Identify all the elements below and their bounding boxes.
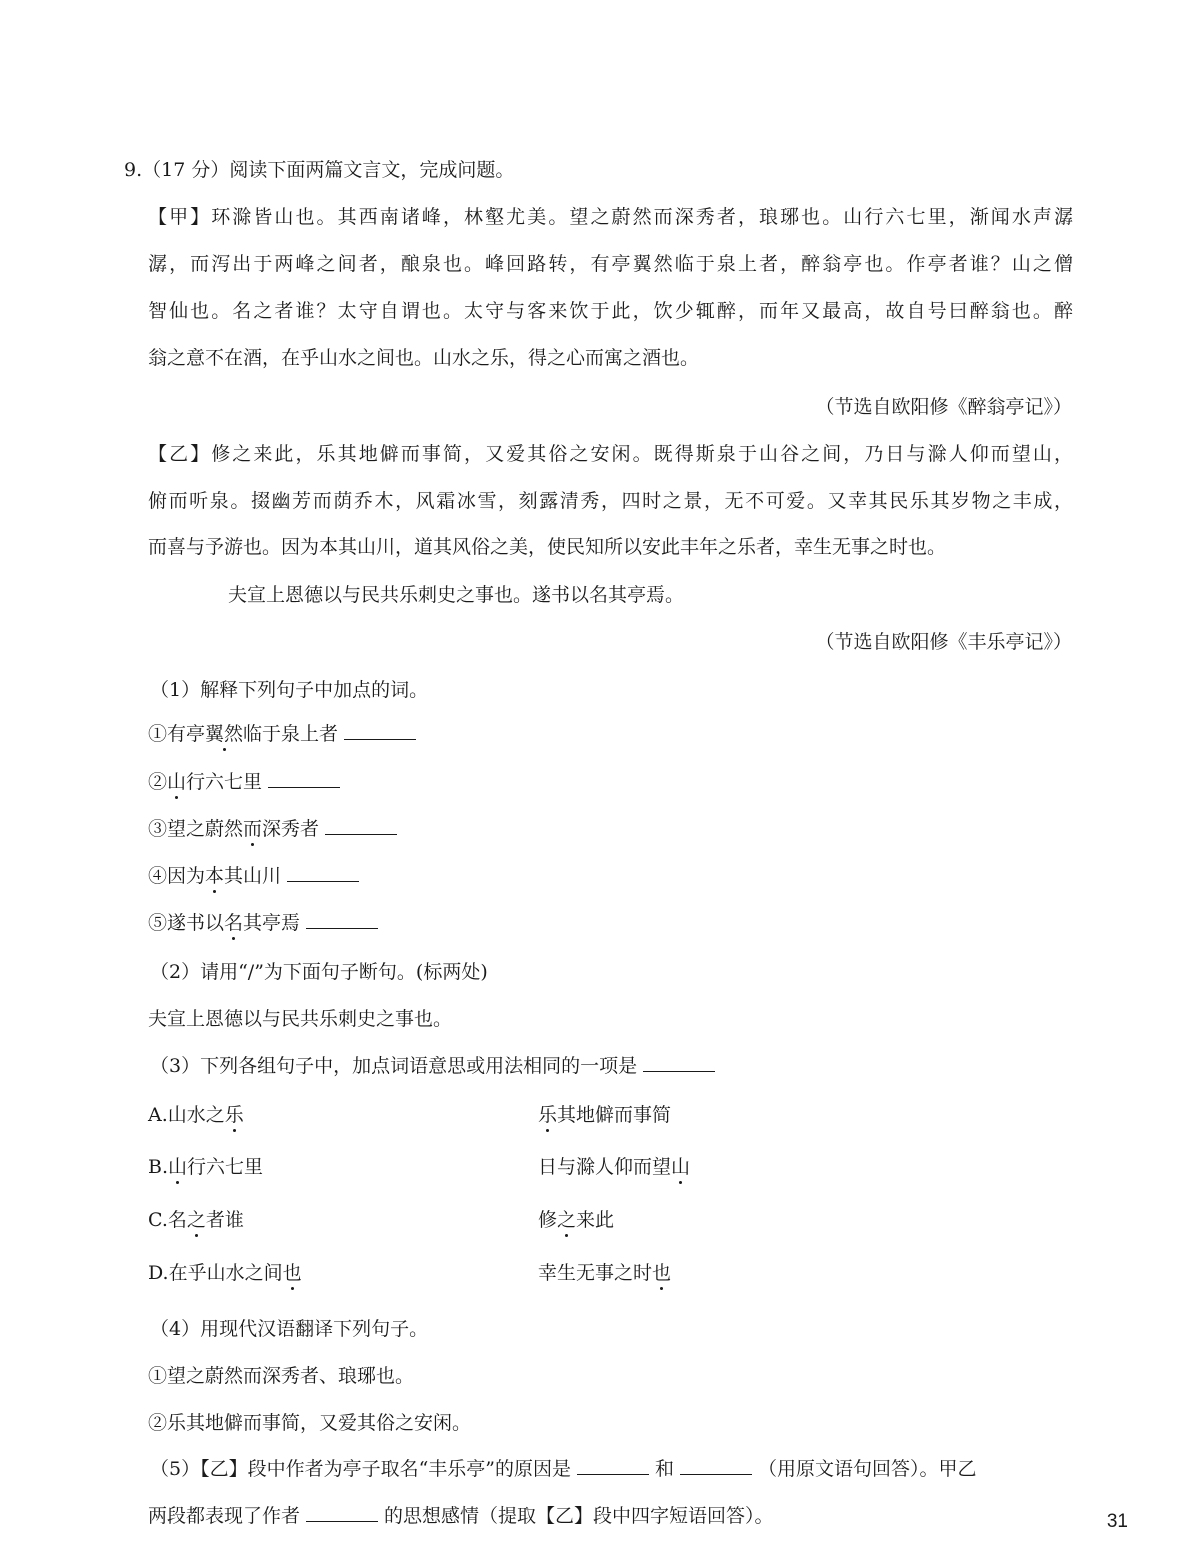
option-pair [538,1206,614,1234]
option-text: 行六七里 [187,1156,264,1178]
option-text: D.在乎山水之间 [148,1262,283,1284]
q1-item-text: 其山川 [224,865,282,887]
q3-prompt-text: （3）下列各组句子中，加点词语意思或用法相同的一项是 [150,1055,638,1077]
q4-item: ②乐其地僻而事简，又爱其俗之安闲。 [148,1412,472,1434]
dotted-word: 山 [168,1156,188,1178]
passage-b-line: 而喜与予游也。因为本其山川，道其风俗之美，使民知所以安此丰年之乐者，幸生无事之时也。 [148,536,947,558]
dotted-word: 之 [186,1209,206,1231]
q1-item [148,720,422,748]
passage-b-line: 【乙】修之来此，乐其地僻而事简，又爱其俗之安闲。既得斯泉于山谷之间，乃日与滁人仰而望山， [148,443,1073,465]
q3-option [148,1101,1073,1129]
q5-text: 的思想感情（提取【乙】段中四字短语回答）。 [384,1505,774,1527]
question-header: 9.（17 分）阅读下面两篇文言文，完成问题。 [124,159,515,181]
option-text: A.山水之 [148,1104,225,1126]
dotted-word: 之 [557,1209,577,1231]
q1-item-text: ⑤遂书以 [148,912,225,934]
option-text: C.名 [148,1209,187,1231]
dotted-word: 也 [652,1262,672,1284]
q1-item-text: ③望之蔚然 [148,818,244,840]
q5-text: 两段都表现了作者 [148,1505,301,1527]
option-pair [538,1259,671,1287]
answer-blank[interactable] [344,721,416,740]
option-text: 者谁 [205,1209,244,1231]
q4-item: ①望之蔚然而深秀者、琅琊也。 [148,1365,415,1387]
option-text: 来此 [576,1209,615,1231]
q2-prompt: （2）请用“/”为下面句子断句。(标两处) [150,961,488,983]
q5-line [148,1502,774,1530]
q1-item [148,909,384,937]
option-text: 日与滁人仰而望 [538,1156,672,1178]
answer-blank[interactable] [306,1503,378,1522]
dotted-word: 也 [282,1262,302,1284]
answer-blank[interactable] [643,1053,715,1072]
q1-item-text: ①有亭 [148,723,206,745]
dotted-word: 乐 [538,1104,558,1126]
passage-a-line: 【甲】环滁皆山也。其西南诸峰，林壑尤美。望之蔚然而深秀者，琅琊也。山行六七里，渐闻水声潺 [148,206,1073,228]
q3-option [148,1206,1073,1234]
q1-item-text: 深秀者 [262,818,320,840]
q1-item-text: ④因为 [148,865,206,887]
dotted-word: 名 [224,912,244,934]
q1-item-text: 行六七里 [186,771,263,793]
q1-item-text: ② [148,771,168,793]
answer-blank[interactable] [268,769,340,788]
dotted-word: 而 [243,818,263,840]
q5-text: （5）【乙】段中作者为亭子取名“丰乐亭”的原因是 [150,1458,572,1480]
dotted-word: 翼然 [205,723,244,745]
q1-item-text: 其亭焉 [243,912,301,934]
passage-a-line: 翁之意不在酒，在乎山水之间也。山水之乐，得之心而寓之酒也。 [148,347,700,369]
q5-text: 和 [655,1458,675,1480]
answer-blank[interactable] [306,910,378,929]
option-pair [538,1153,690,1181]
q1-item [148,862,365,890]
dotted-word: 本 [205,865,225,887]
q1-item [148,815,403,843]
q3-option [148,1153,1073,1181]
q2-sentence: 夫宣上恩德以与民共乐刺史之事也。 [148,1008,453,1030]
option-text: 修 [538,1209,558,1231]
passage-b-line: 夫宣上恩德以与民共乐刺史之事也。遂书以名其亭焉。 [228,584,685,606]
dotted-word: 山 [167,771,187,793]
passage-a-source: （节选自欧阳修《醉翁亭记》） [815,396,1072,418]
passage-a-line: 智仙也。名之者谁？太守自谓也。太守与客来饮于此，饮少辄醉，而年又最高，故自号曰醉翁也。醉 [148,300,1073,322]
answer-blank[interactable] [287,863,359,882]
answer-blank[interactable] [680,1456,752,1475]
q1-item [148,768,346,796]
q3-option [148,1259,1073,1287]
answer-blank[interactable] [577,1456,649,1475]
page-number: 31 [1106,1511,1128,1532]
q3-prompt [150,1052,721,1080]
option-text: B. [148,1156,169,1178]
option-text: 其地僻而事简 [557,1104,672,1126]
passage-b-line: 俯而听泉。掇幽芳而荫乔木，风霜冰雪，刻露清秀，四时之景，无不可爱。又幸其民乐其岁物之丰成， [148,490,1073,512]
answer-blank[interactable] [325,816,397,835]
passage-b-source: （节选自欧阳修《丰乐亭记》） [815,631,1072,653]
q4-prompt: （4）用现代汉语翻译下列句子。 [150,1318,429,1340]
q5-text: （用原文语句回答）。甲乙 [758,1458,977,1480]
dotted-word: 乐 [224,1104,244,1126]
dotted-word: 山 [671,1156,691,1178]
option-pair [538,1101,671,1129]
q5-line [150,1455,977,1483]
option-text: 幸生无事之时 [538,1262,653,1284]
q1-item-text: 临于泉上者 [243,723,339,745]
q1-prompt: （1）解释下列句子中加点的词。 [150,679,429,701]
passage-a-line: 潺，而泻出于两峰之间者，酿泉也。峰回路转，有亭翼然临于泉上者，醉翁亭也。作亭者谁？山之僧 [148,253,1073,275]
